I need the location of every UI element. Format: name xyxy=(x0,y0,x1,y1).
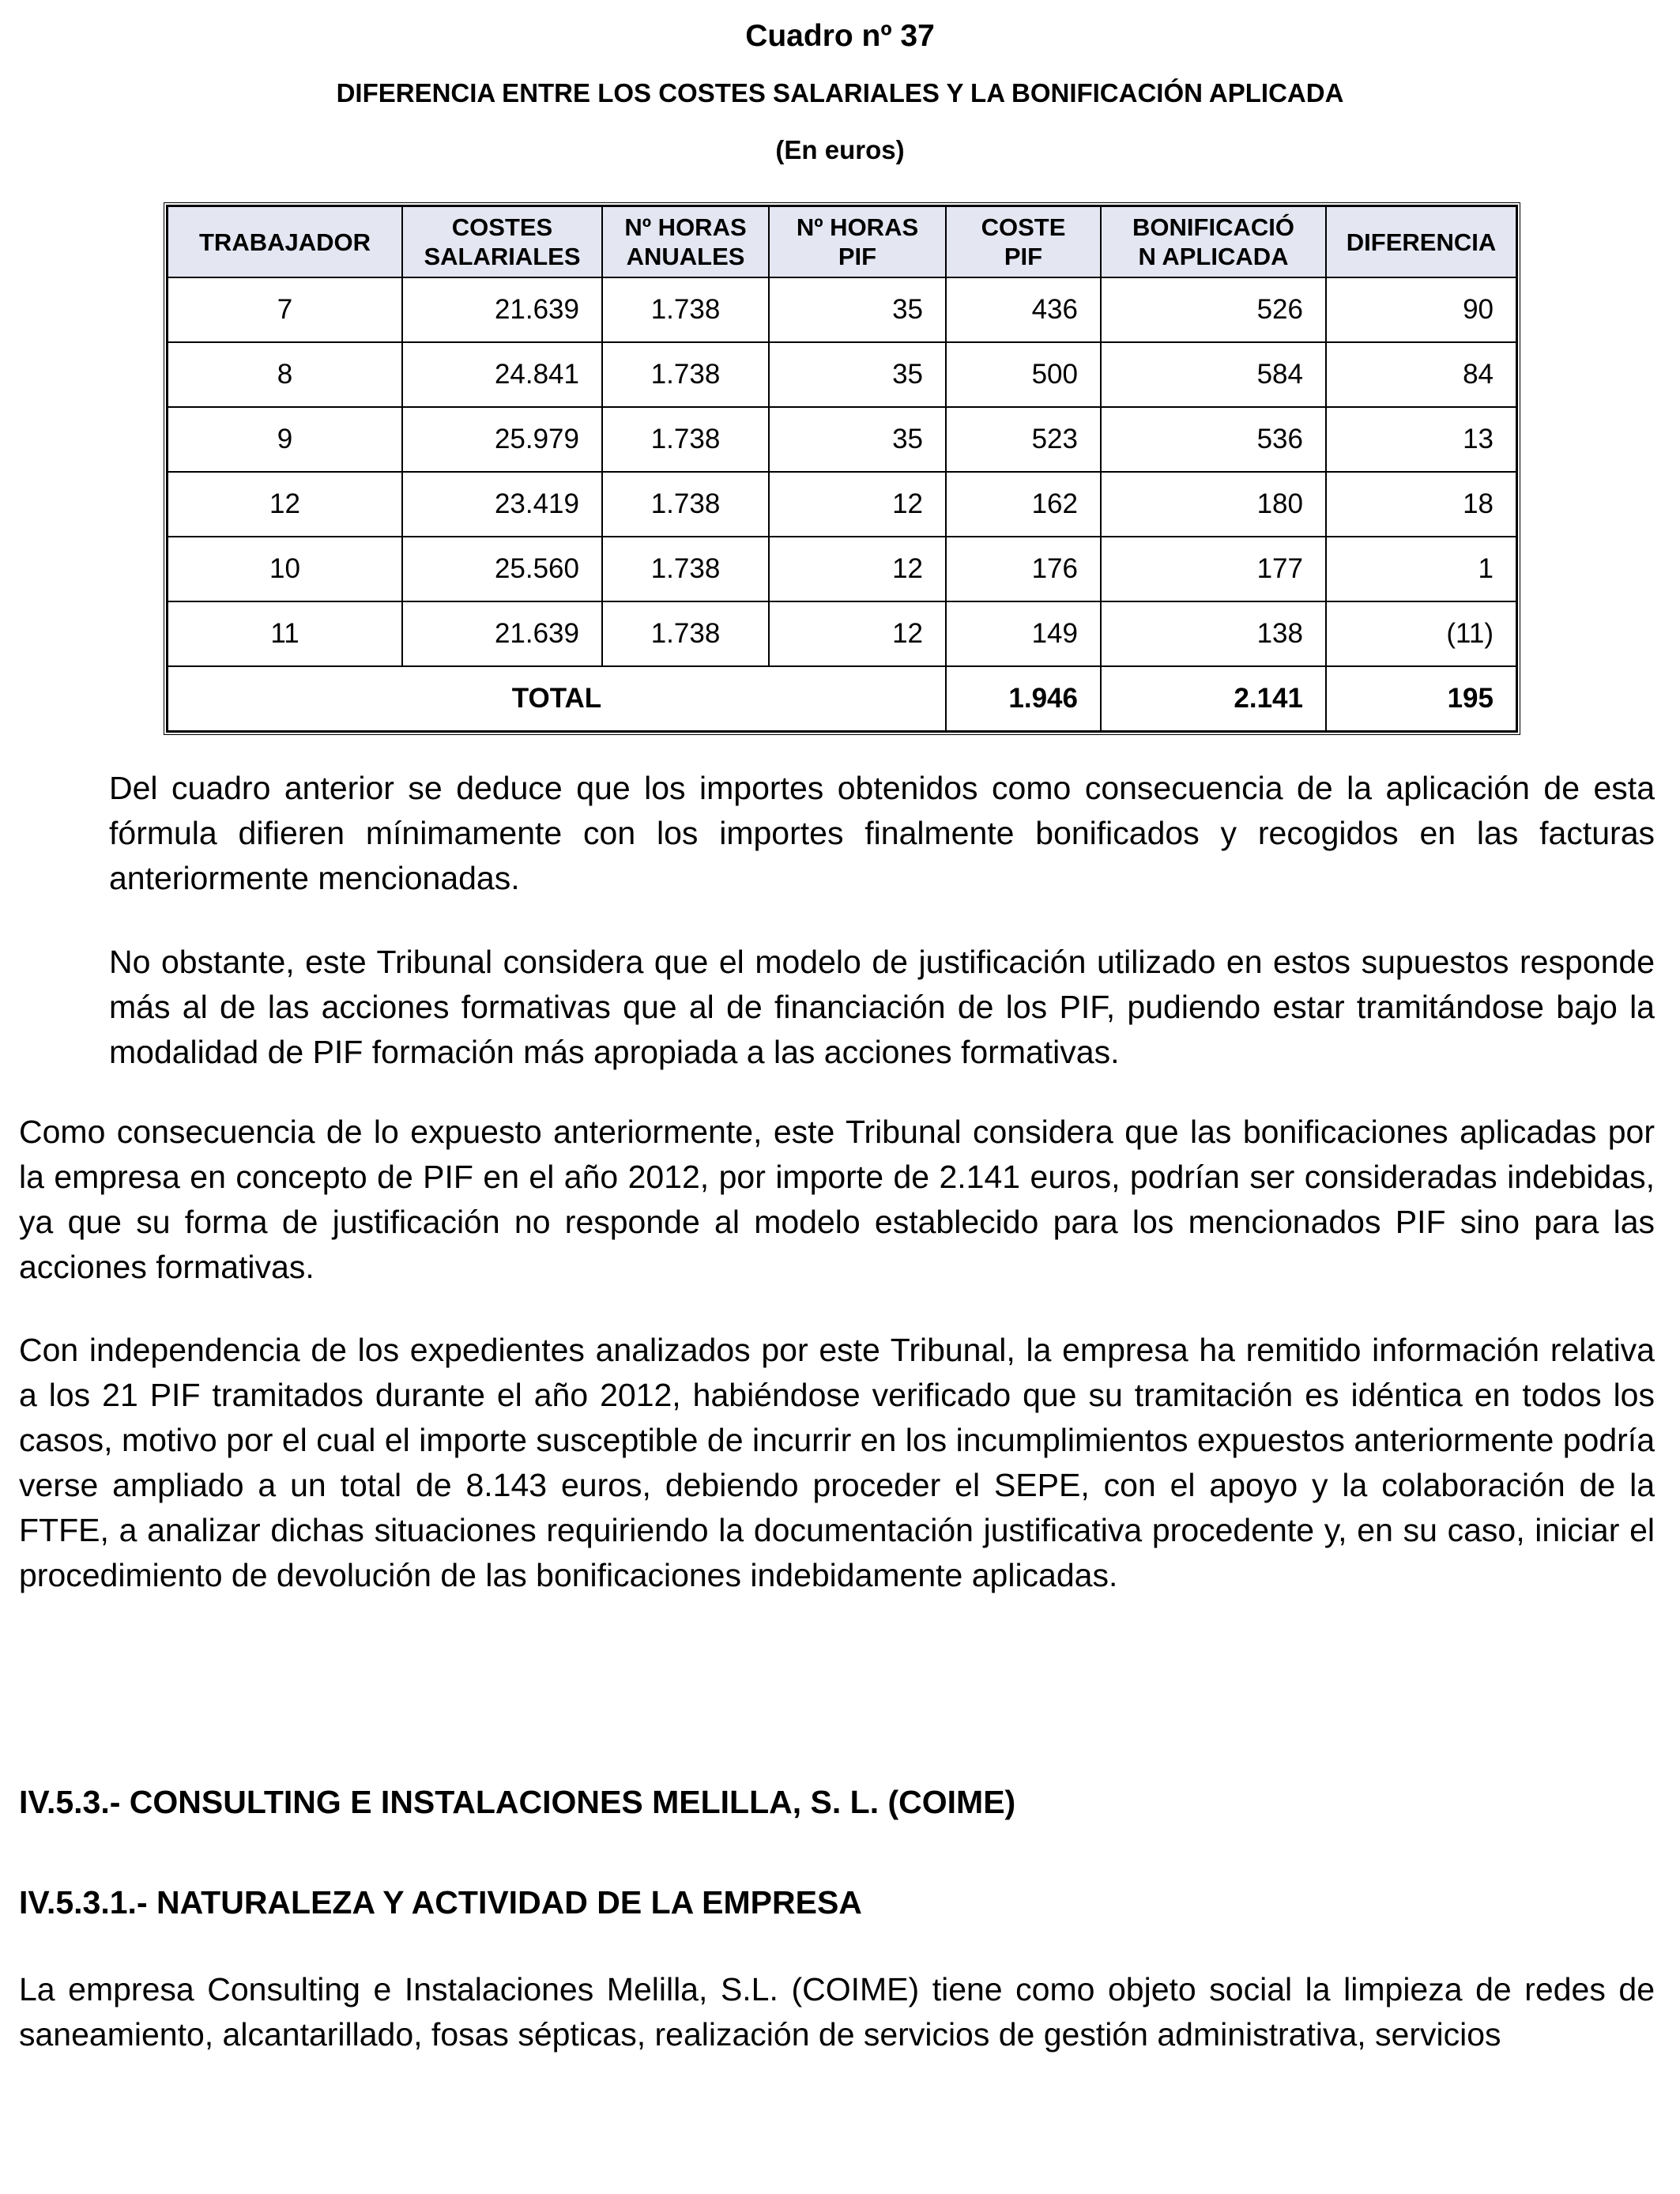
cell-diferencia: 1 xyxy=(1326,537,1516,601)
cell-horas-pif: 35 xyxy=(769,407,946,472)
table-row xyxy=(168,277,1516,342)
header-horas-pif-line2: PIF xyxy=(838,243,877,270)
cell-horas-anuales: 1.738 xyxy=(602,472,769,537)
cell-costes: 21.639 xyxy=(402,277,602,342)
cell-coste-pif: 500 xyxy=(946,342,1101,407)
header-bonificacion-line2: N APLICADA xyxy=(1138,243,1289,270)
cell-costes: 24.841 xyxy=(402,342,602,407)
paragraph-empresa: La empresa Consulting e Instalaciones Melilla, S.L. (COIME) tiene como objeto social la limpieza de redes de saneamiento, alcantarillado, fosas sépticas, realización de servicios de gestión administrativa, servicios xyxy=(19,1971,1655,2053)
subsection-heading: IV.5.3.1.- NATURALEZA Y ACTIVIDAD DE LA EMPRESA xyxy=(19,1884,862,1921)
cell-horas-pif: 12 xyxy=(769,472,946,537)
cell-trabajador: 10 xyxy=(168,537,402,601)
cell-horas-anuales: 1.738 xyxy=(602,277,769,342)
header-costes-salariales xyxy=(402,206,602,277)
cell-horas-pif: 35 xyxy=(769,277,946,342)
header-coste-pif-line2: PIF xyxy=(1004,243,1043,270)
cell-bonificacion: 177 xyxy=(1101,537,1326,601)
data-table xyxy=(164,202,1520,735)
table-caption-subtitle: DIFERENCIA ENTRE LOS COSTES SALARIALES Y LA BONIFICACIÓN APLICADA xyxy=(336,78,1344,107)
cell-bonificacion: 526 xyxy=(1101,277,1326,342)
cell-bonificacion: 180 xyxy=(1101,472,1326,537)
header-coste-pif-line1: COSTE xyxy=(981,213,1066,241)
table-row xyxy=(168,407,1516,472)
table-header-row xyxy=(168,206,1516,277)
cell-horas-anuales: 1.738 xyxy=(602,537,769,601)
table-row xyxy=(168,472,1516,537)
cell-horas-pif: 12 xyxy=(769,537,946,601)
table-caption-title: Cuadro nº 37 xyxy=(745,19,935,53)
cell-bonificacion: 536 xyxy=(1101,407,1326,472)
total-label: TOTAL xyxy=(168,666,946,731)
cell-costes: 21.639 xyxy=(402,601,602,666)
cell-trabajador: 9 xyxy=(168,407,402,472)
header-horas-pif-line1: Nº HORAS xyxy=(796,213,919,241)
table-row xyxy=(168,537,1516,601)
cell-trabajador: 11 xyxy=(168,601,402,666)
total-bonificacion: 2.141 xyxy=(1101,666,1326,731)
header-horas-anuales-line2: ANUALES xyxy=(626,243,745,270)
cell-trabajador: 7 xyxy=(168,277,402,342)
cell-diferencia: 84 xyxy=(1326,342,1516,407)
total-diferencia: 195 xyxy=(1326,666,1516,731)
cell-costes: 25.979 xyxy=(402,407,602,472)
cell-coste-pif: 162 xyxy=(946,472,1101,537)
paragraph-conclusion: Como consecuencia de lo expuesto anteriormente, este Tribunal considera que las bonificaciones aplicadas por la empresa en concepto de PIF en el año 2012, por importe de 2.141 euros, podrían ser consideradas indebidas, ya que su forma de justificación no responde al modelo establecido para los mencionados PIF sino para las acciones formativas. xyxy=(19,1114,1655,1285)
header-diferencia: DIFERENCIA xyxy=(1326,206,1516,277)
table-caption-unit: (En euros) xyxy=(775,135,905,164)
cell-trabajador: 8 xyxy=(168,342,402,407)
cell-coste-pif: 436 xyxy=(946,277,1101,342)
header-horas-anuales-line1: Nº HORAS xyxy=(624,213,747,241)
cell-horas-pif: 35 xyxy=(769,342,946,407)
table-total-row xyxy=(168,666,1516,731)
header-coste-pif xyxy=(946,206,1101,277)
cell-bonificacion: 584 xyxy=(1101,342,1326,407)
header-costes-line2: SALARIALES xyxy=(424,243,581,270)
header-bonificacion-line1: BONIFICACIÓ xyxy=(1132,213,1294,241)
header-trabajador: TRABAJADOR xyxy=(168,206,402,277)
cell-costes: 25.560 xyxy=(402,537,602,601)
header-horas-anuales xyxy=(602,206,769,277)
cell-bonificacion: 138 xyxy=(1101,601,1326,666)
cell-diferencia: 13 xyxy=(1326,407,1516,472)
cell-diferencia: (11) xyxy=(1326,601,1516,666)
total-coste-pif: 1.946 xyxy=(946,666,1101,731)
paragraph-deduccion: Del cuadro anterior se deduce que los importes obtenidos como consecuencia de la aplicación de esta fórmula difieren mínimamente con los importes finalmente bonificados y recogidos en las facturas anteriormente mencionadas. xyxy=(109,770,1655,896)
cell-coste-pif: 523 xyxy=(946,407,1101,472)
table-row xyxy=(168,342,1516,407)
cell-coste-pif: 176 xyxy=(946,537,1101,601)
cell-trabajador: 12 xyxy=(168,472,402,537)
paragraph-independencia: Con independencia de los expedientes analizados por este Tribunal, la empresa ha remitido información relativa a los 21 PIF tramitados durante el año 2012, habiéndose verificado que su tramitación es idéntica en todos los casos, motivo por el cual el importe susceptible de incurrir en los incumplimientos expuestos anteriormente podría verse ampliado a un total de 8.143 euros, debiendo proceder el SEPE, con el apoyo y la colaboración de la FTFE, a analizar dichas situaciones requiriendo la documentación justificativa procedente y, en su caso, iniciar el procedimiento de devolución de las bonificaciones indebidamente aplicadas. xyxy=(19,1332,1655,1593)
cell-horas-anuales: 1.738 xyxy=(602,342,769,407)
cell-costes: 23.419 xyxy=(402,472,602,537)
cell-horas-pif: 12 xyxy=(769,601,946,666)
section-heading: IV.5.3.- CONSULTING E INSTALACIONES MELILLA, S. L. (COIME) xyxy=(19,1784,1016,1820)
header-costes-line1: COSTES xyxy=(451,213,553,241)
table-row xyxy=(168,601,1516,666)
paragraph-modelo-justificacion: No obstante, este Tribunal considera que el modelo de justificación utilizado en estos supuestos responde más al de las acciones formativas que al de financiación de los PIF, pudiendo estar tramitándose bajo la modalidad de PIF formación más apropiada a las acciones formativas. xyxy=(109,944,1655,1070)
cell-coste-pif: 149 xyxy=(946,601,1101,666)
cell-horas-anuales: 1.738 xyxy=(602,601,769,666)
header-horas-pif xyxy=(769,206,946,277)
cell-horas-anuales: 1.738 xyxy=(602,407,769,472)
cell-diferencia: 90 xyxy=(1326,277,1516,342)
cell-diferencia: 18 xyxy=(1326,472,1516,537)
header-bonificacion xyxy=(1101,206,1326,277)
